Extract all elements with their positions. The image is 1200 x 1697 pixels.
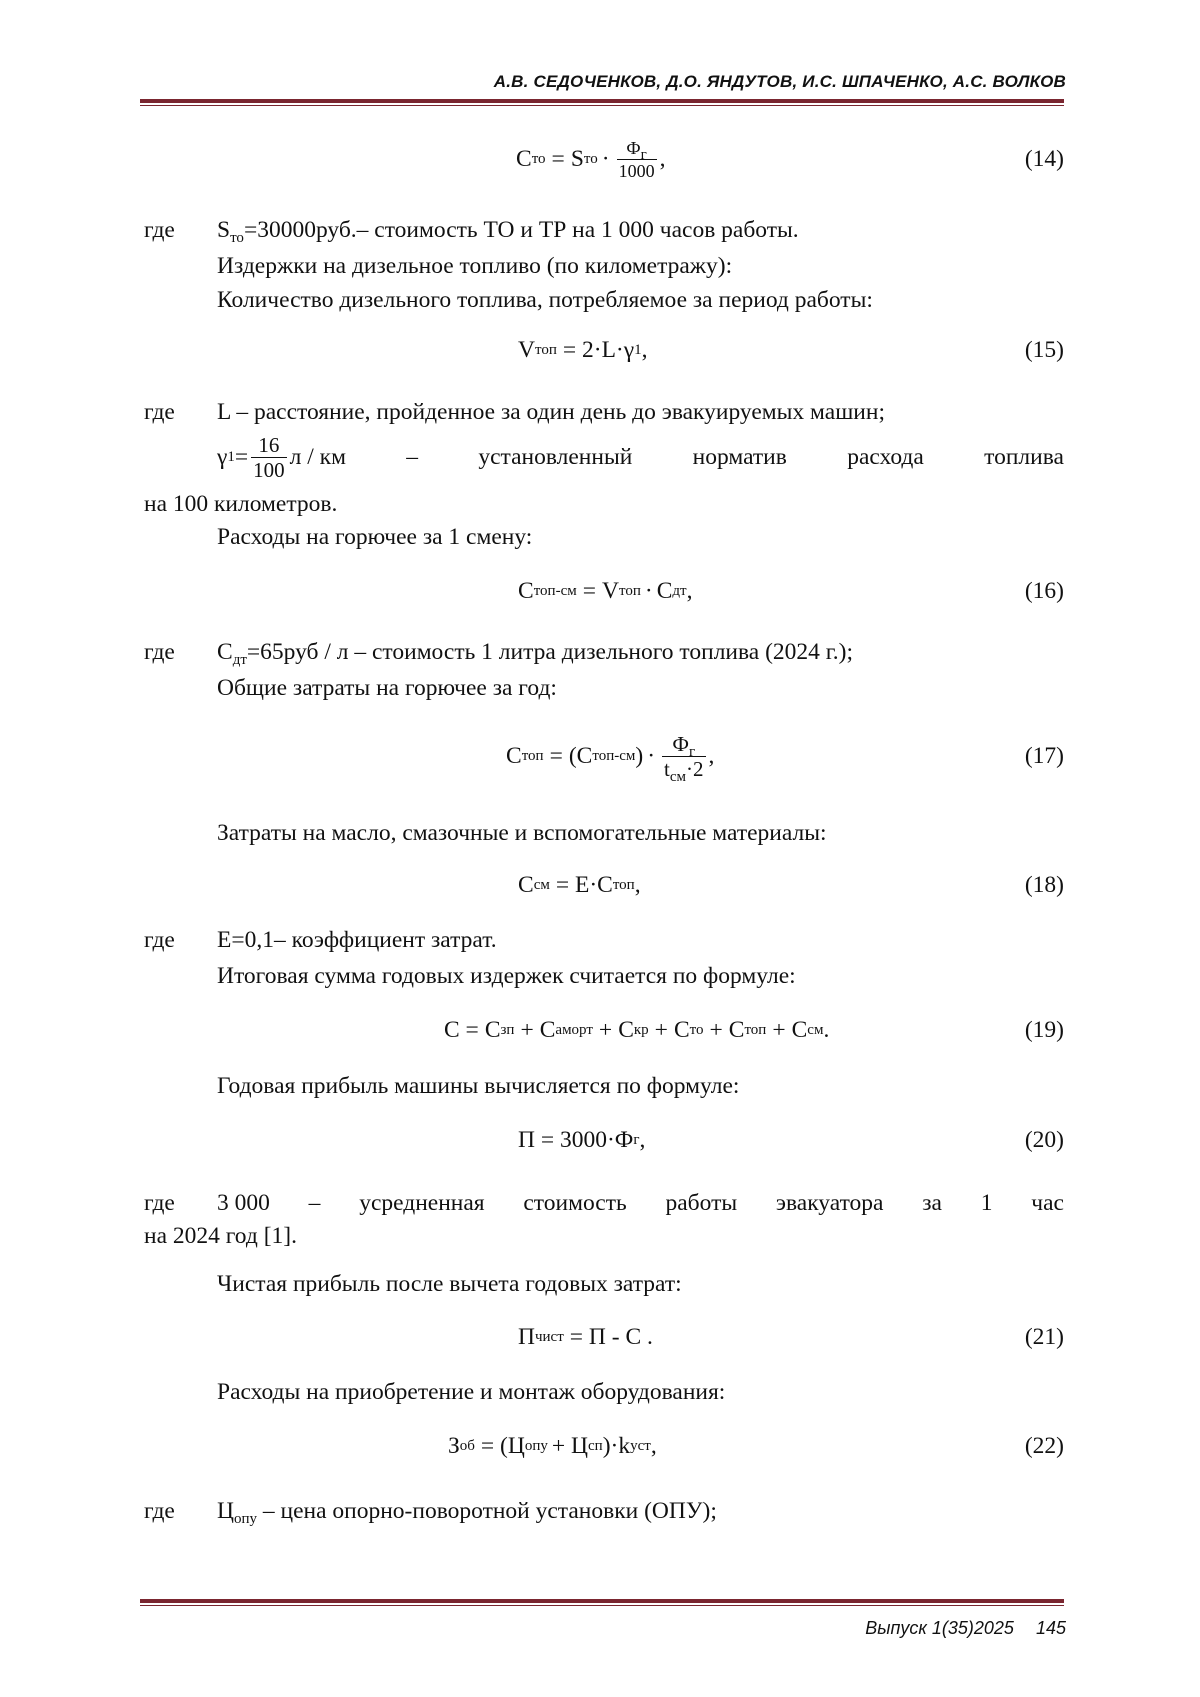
running-header-authors: А.В. СЕДОЧЕНКОВ, Д.О. ЯНДУТОВ, И.С. ШПАЧЕНКО, А.С. ВОЛКОВ — [493, 72, 1066, 91]
equation-number: (22) — [1024, 1432, 1064, 1459]
where-label: где — [144, 927, 175, 953]
equation-number: (19) — [1024, 1016, 1064, 1043]
paragraph: Общие затраты на горючее за год: — [217, 675, 557, 701]
fraction: $\frac{Ф_г}{t_{см}\cdot 2}$ — [664, 731, 704, 785]
equation-number: (15) — [1024, 336, 1064, 363]
issue-label: Выпуск 1(35)2025 — [865, 1618, 1014, 1638]
paragraph: Расходы на горючее за 1 смену: — [217, 524, 533, 550]
equation-number: (16) — [1024, 577, 1064, 604]
definition-gamma: γ 1 = $\frac{16}{100}$ л / км – установленный норматив расхода топлива — [217, 432, 1064, 482]
footer-rule — [140, 1599, 1064, 1606]
definition-cdt: $С_{дт}=65руб / л$ – стоимость 1 литра дизельного топлива (2024 г.); — [217, 639, 854, 668]
definition-sto: $S_{то}=30000руб.-$ стоимость ТО и ТР на 1 000 часов работы. — [217, 217, 799, 246]
definition-L: L – расстояние, пройденное за один день до эвакуируемых машин; — [217, 399, 885, 425]
page-footer — [865, 1618, 1066, 1639]
paragraph: Чистая прибыль после вычета годовых затрат: — [217, 1271, 682, 1297]
equation-number: (17) — [1024, 742, 1064, 769]
equation-16: С топ-см = V топ · С дт , (16) — [144, 561, 1064, 621]
paragraph: Издержки на дизельное топливо (по километражу): — [217, 253, 733, 279]
equation-20: П = 3000·Ф г , (20) — [144, 1110, 1064, 1170]
where-label: где — [144, 639, 175, 665]
fraction: $\frac{Ф_г}{1000}$ — [618, 137, 655, 181]
equation-22: З об = (Ц опу + Ц сп )·k уст , (22) — [144, 1416, 1064, 1476]
definition-3000: 3 000 – усредненная стоимость работы эвакуатора за 1 час — [217, 1190, 1064, 1216]
paragraph: на 100 километров. — [144, 491, 338, 517]
equation-18: С см = E·С топ , (18) — [144, 855, 1064, 915]
paragraph: Расходы на приобретение и монтаж оборудования: — [217, 1379, 726, 1405]
equation-17: С топ = (С топ-см ) · $\frac{Ф_г}{t_{см}\cdot 2}$ , (17) — [144, 726, 1064, 786]
where-label: где — [144, 1498, 175, 1524]
paragraph: Затраты на масло, смазочные и вспомогательные материалы: — [217, 820, 827, 846]
fraction: $\frac{16}{100}$ — [253, 432, 285, 482]
where-label: где — [144, 1190, 175, 1216]
paragraph: Итоговая сумма годовых издержек считается по формуле: — [217, 963, 796, 989]
equation-15: V топ = 2·L·γ 1 , (15) — [144, 320, 1064, 380]
equation-number: (20) — [1024, 1126, 1064, 1153]
paragraph: Годовая прибыль машины вычисляется по формуле: — [217, 1073, 740, 1099]
equation-number: (14) — [1024, 145, 1064, 172]
where-label: где — [144, 399, 175, 425]
equation-19: С = С зп + С аморт + С кр + С то + С топ + С см . (19) — [144, 1000, 1064, 1060]
equation-21: П чист = П - С . (21) — [144, 1307, 1064, 1367]
equation-number: (18) — [1024, 871, 1064, 898]
definition-opu: $Ц_{опу}$ – цена опорно-поворотной установки (ОПУ); — [217, 1498, 717, 1527]
definition-E: E=0,1– коэффициент затрат. — [217, 927, 497, 953]
paragraph: Количество дизельного топлива, потребляемое за период работы: — [217, 287, 873, 313]
page-number: 145 — [1035, 1618, 1066, 1638]
equation-14: С то = S то · $\frac{Ф_г}{1000}$ , (14) — [144, 129, 1064, 189]
where-label: где — [144, 217, 175, 243]
header-rule — [140, 99, 1064, 106]
equation-number: (21) — [1024, 1323, 1064, 1350]
paragraph: на 2024 год [1]. — [144, 1223, 297, 1249]
